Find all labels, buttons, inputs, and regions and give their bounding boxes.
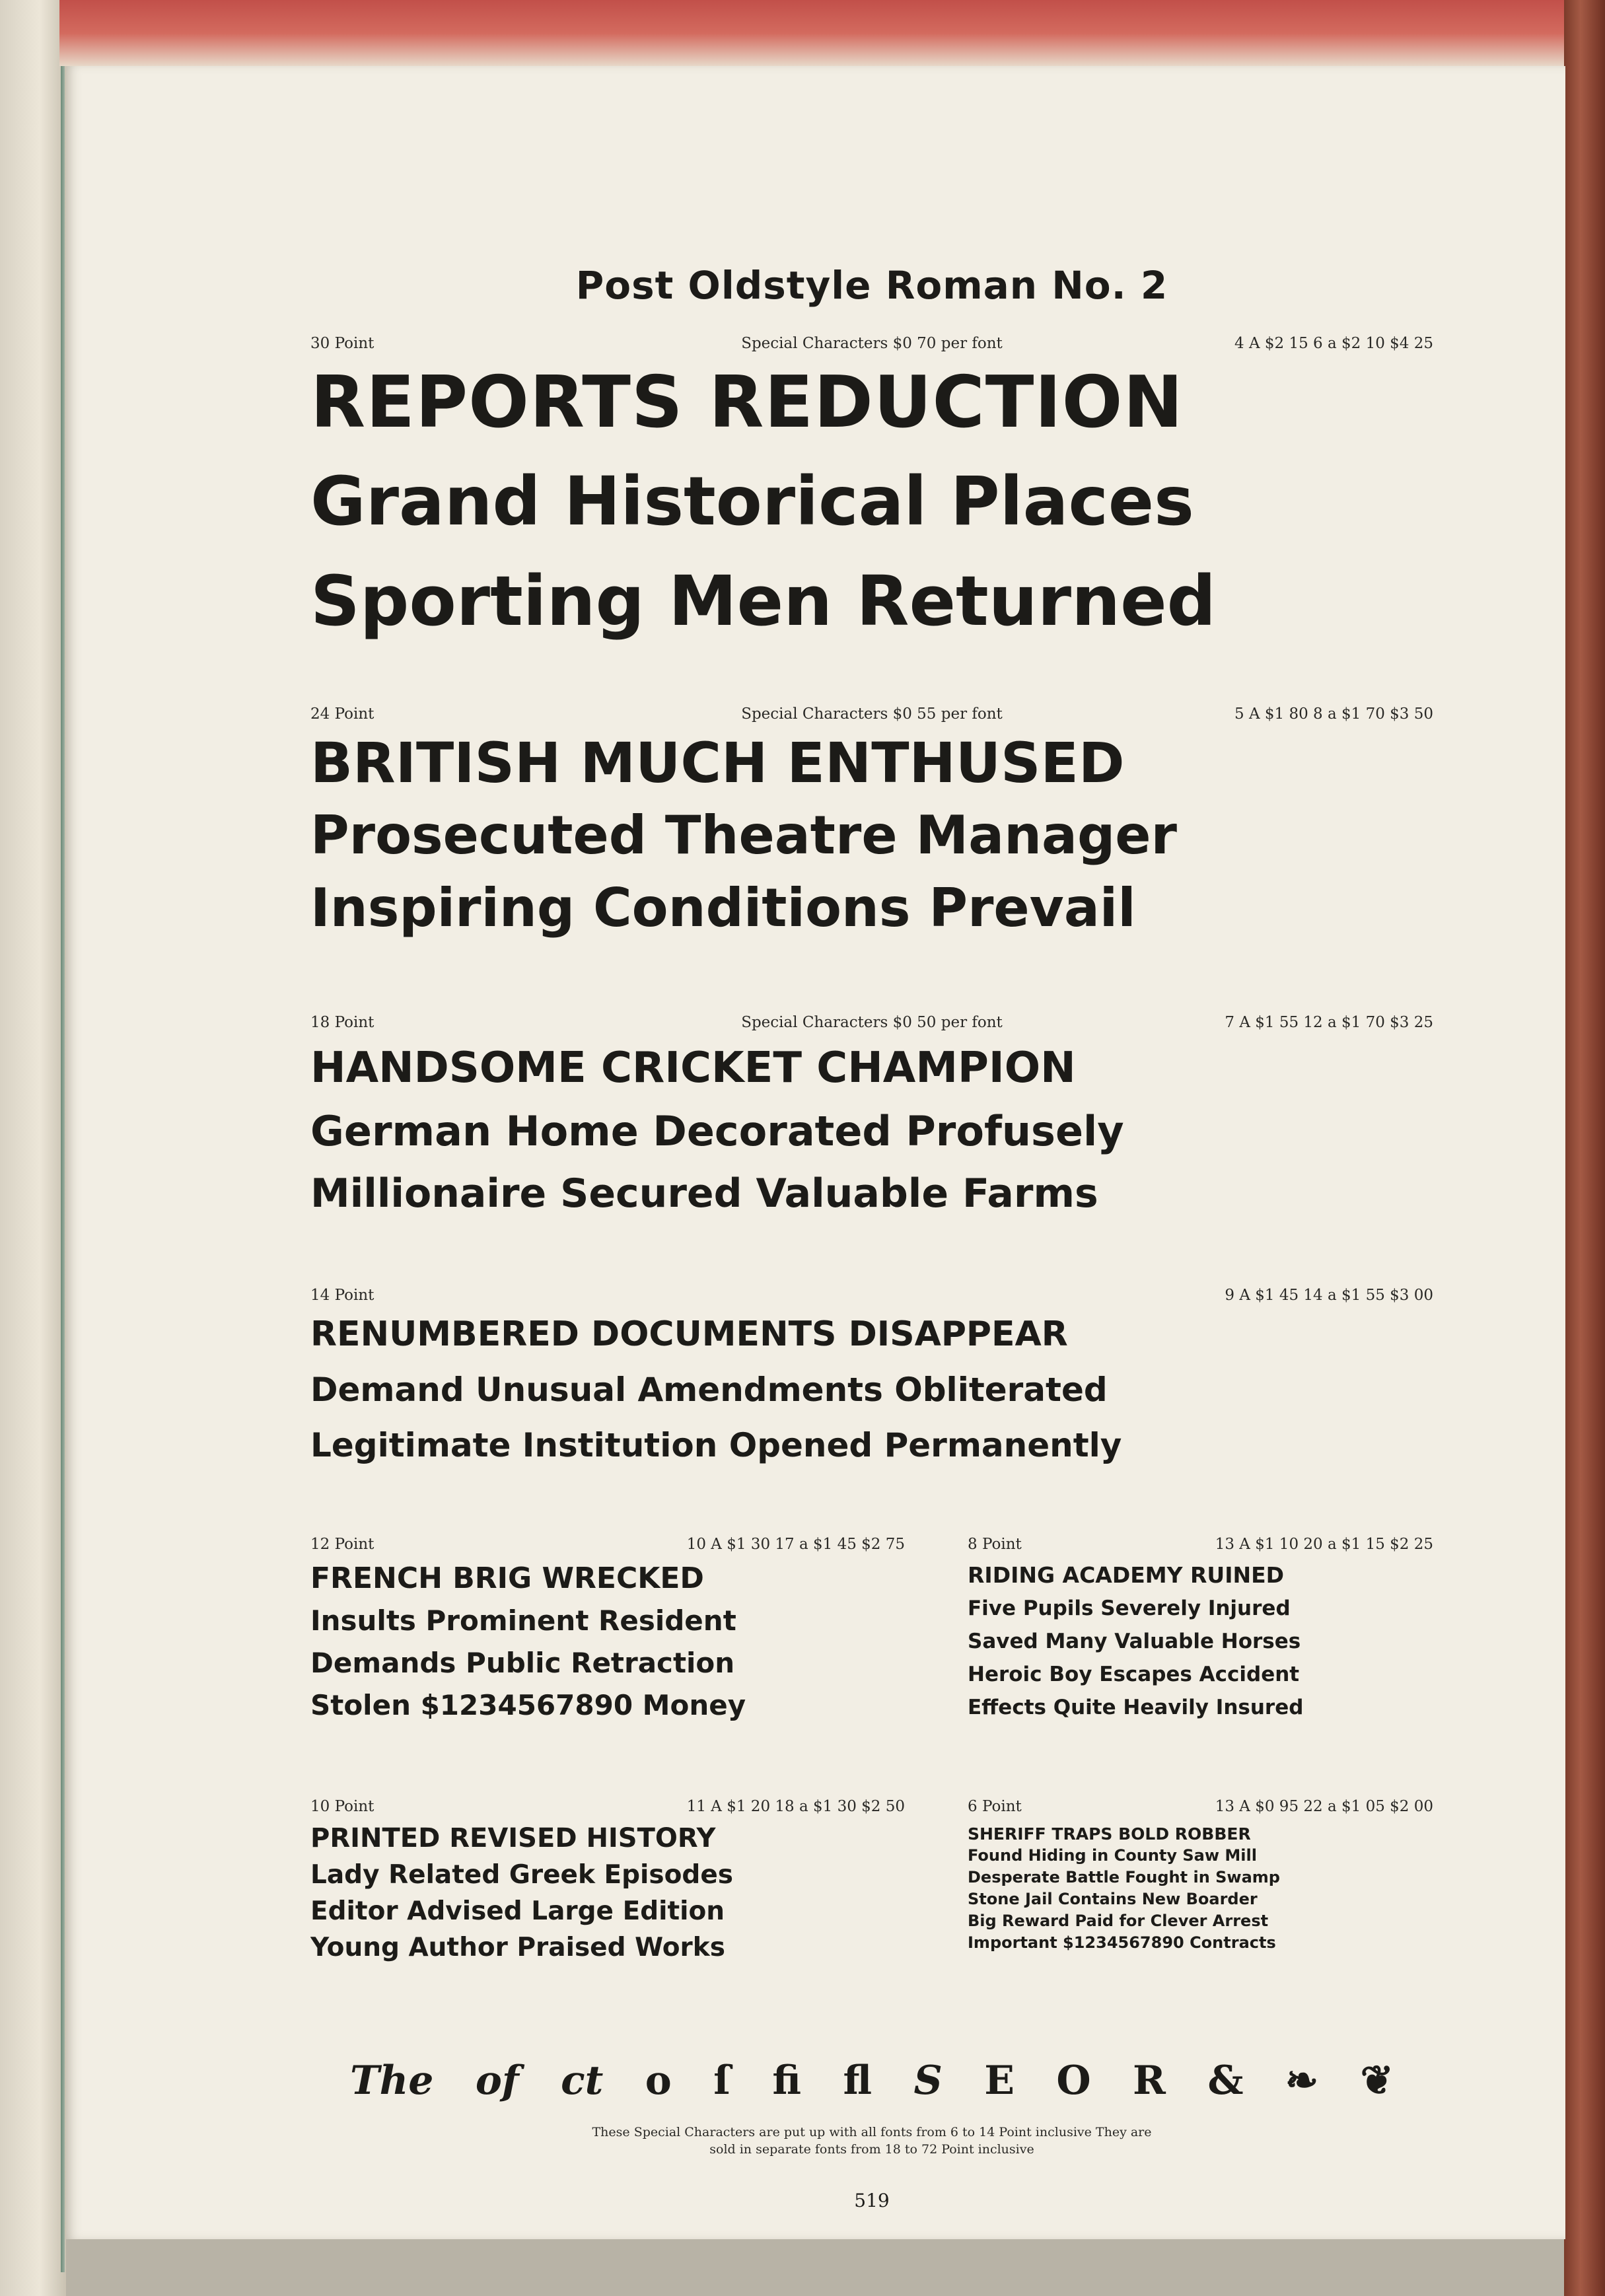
specimen-6-line-5: Big Reward Paid for Clever Arrest	[968, 1912, 1269, 1930]
specimen-6-line-4: Stone Jail Contains New Boarder	[968, 1890, 1258, 1908]
specimen-6-line-1: SHERIFF TRAPS BOLD ROBBER	[968, 1824, 1251, 1844]
section-8-meta	[968, 1536, 1433, 1553]
specimen-8-line-5: Effects Quite Heavily Insured	[968, 1696, 1304, 1719]
specimen-18-line-2: German Home Decorated Profusely	[310, 1107, 1124, 1155]
page-content	[310, 132, 1433, 2292]
footnote-line-2: sold in separate fonts from 18 to 72 Point inclusive	[709, 2142, 1034, 2157]
section-18-special: Special Characters $0 50 per font	[741, 1014, 1003, 1031]
fleuron-ornament-icon: ❦	[1360, 2058, 1394, 2104]
special-char-ct-ligature: ct	[561, 2058, 604, 2104]
section-30-meta	[310, 335, 1433, 352]
specimen-18-line-1: HANDSOME CRICKET CHAMPION	[310, 1044, 1076, 1093]
section-18-size: 18 Point	[310, 1014, 374, 1031]
specimen-12-line-2: Insults Prominent Resident	[310, 1604, 736, 1637]
specimen-18-line-3: Millionaire Secured Valuable Farms	[310, 1170, 1098, 1217]
facing-page-edge	[0, 0, 66, 2296]
specimen-14-line-3: Legitimate Institution Opened Permanently	[310, 1426, 1122, 1464]
section-24-meta	[310, 705, 1433, 723]
specimen-page	[66, 66, 1565, 2239]
specimen-10-line-1: PRINTED REVISED HISTORY	[310, 1823, 716, 1853]
book-cover-edge	[1564, 0, 1605, 2296]
section-24-price: 5 A $1 80 8 a $1 70 $3 50	[1234, 705, 1433, 723]
specimen-30-line-3: Sporting Men Returned	[310, 561, 1217, 641]
special-char-the: The	[350, 2058, 434, 2104]
section-12-size: 12 Point	[310, 1536, 374, 1553]
specimen-8-line-2: Five Pupils Severely Injured	[968, 1596, 1291, 1620]
specimen-12-line-4: Stolen $1234567890 Money	[310, 1689, 746, 1721]
book-spine	[61, 40, 65, 2272]
page-number: 519	[854, 2190, 890, 2211]
specimen-6-line-2: Found Hiding in County Saw Mill	[968, 1846, 1257, 1865]
special-char-ampersand: &	[1207, 2058, 1244, 2104]
section-14-meta	[310, 1287, 1433, 1304]
section-24-special: Special Characters $0 55 per font	[741, 705, 1003, 723]
specimen-24-line-2: Prosecuted Theatre Manager	[310, 805, 1177, 866]
section-30-price: 4 A $2 15 6 a $2 10 $4 25	[1234, 335, 1433, 352]
specimen-8-line-3: Saved Many Valuable Horses	[968, 1630, 1301, 1653]
section-10-price: 11 A $1 20 18 a $1 30 $2 50	[686, 1798, 905, 1815]
section-24-size: 24 Point	[310, 705, 374, 723]
section-8-price: 13 A $1 10 20 a $1 15 $2 25	[1215, 1536, 1433, 1553]
specimen-10-line-3: Editor Advised Large Edition	[310, 1896, 725, 1926]
special-char-o-cap: O	[1056, 2058, 1091, 2104]
section-10-size: 10 Point	[310, 1798, 374, 1815]
section-8-size: 8 Point	[968, 1536, 1022, 1553]
specimen-30-line-1: REPORTS REDUCTION	[310, 361, 1184, 444]
section-30-special: Special Characters $0 70 per font	[741, 335, 1003, 352]
special-char-long-s: ſ	[713, 2058, 731, 2104]
special-char-r: R	[1133, 2058, 1166, 2104]
special-char-fl-ligature: fl	[843, 2058, 873, 2104]
section-10-meta	[310, 1798, 905, 1815]
special-char-fi-ligature: fi	[772, 2058, 802, 2104]
section-12-meta	[310, 1536, 905, 1553]
page-title: Post Oldstyle Roman No. 2	[575, 263, 1168, 308]
footnote-line-1: These Special Characters are put up with all fonts from 6 to 14 Point inclusive They are	[592, 2125, 1152, 2139]
special-char-o: o	[645, 2058, 672, 2104]
section-18-meta	[310, 1014, 1433, 1031]
section-12-price: 10 A $1 30 17 a $1 45 $2 75	[686, 1536, 905, 1553]
special-char-of: of	[475, 2058, 519, 2104]
special-char-e: E	[984, 2058, 1015, 2104]
specimen-10-line-2: Lady Related Greek Episodes	[310, 1860, 734, 1890]
specimen-6-line-3: Desperate Battle Fought in Swamp	[968, 1868, 1280, 1886]
specimen-14-line-1: RENUMBERED DOCUMENTS DISAPPEAR	[310, 1314, 1068, 1354]
specimen-8-line-1: RIDING ACADEMY RUINED	[968, 1562, 1285, 1588]
specimen-8-line-4: Heroic Boy Escapes Accident	[968, 1663, 1300, 1686]
specimen-10-line-4: Young Author Praised Works	[310, 1933, 725, 1962]
section-6-meta	[968, 1798, 1433, 1815]
specimen-12-line-1: FRENCH BRIG WRECKED	[310, 1561, 704, 1595]
specimen-6-line-6: Important $1234567890 Contracts	[968, 1933, 1276, 1952]
section-6-price: 13 A $0 95 22 a $1 05 $2 00	[1215, 1798, 1433, 1815]
specimen-24-line-1: BRITISH MUCH ENTHUSED	[310, 731, 1125, 795]
specimen-24-line-3: Inspiring Conditions Prevail	[310, 877, 1136, 939]
section-30-size: 30 Point	[310, 335, 374, 352]
section-14-size: 14 Point	[310, 1287, 374, 1304]
specimen-30-line-2: Grand Historical Places	[310, 462, 1194, 541]
special-char-s-swash: S	[913, 2058, 943, 2104]
specimen-12-line-3: Demands Public Retraction	[310, 1647, 735, 1679]
page-top-edge	[59, 0, 1572, 66]
leaf-ornament-icon: ❧	[1285, 2058, 1319, 2104]
section-14-price: 9 A $1 45 14 a $1 55 $3 00	[1225, 1287, 1433, 1304]
section-6-size: 6 Point	[968, 1798, 1022, 1815]
special-characters-row	[350, 2054, 1394, 2107]
specimen-14-line-2: Demand Unusual Amendments Obliterated	[310, 1371, 1108, 1409]
section-18-price: 7 A $1 55 12 a $1 70 $3 25	[1225, 1014, 1433, 1031]
